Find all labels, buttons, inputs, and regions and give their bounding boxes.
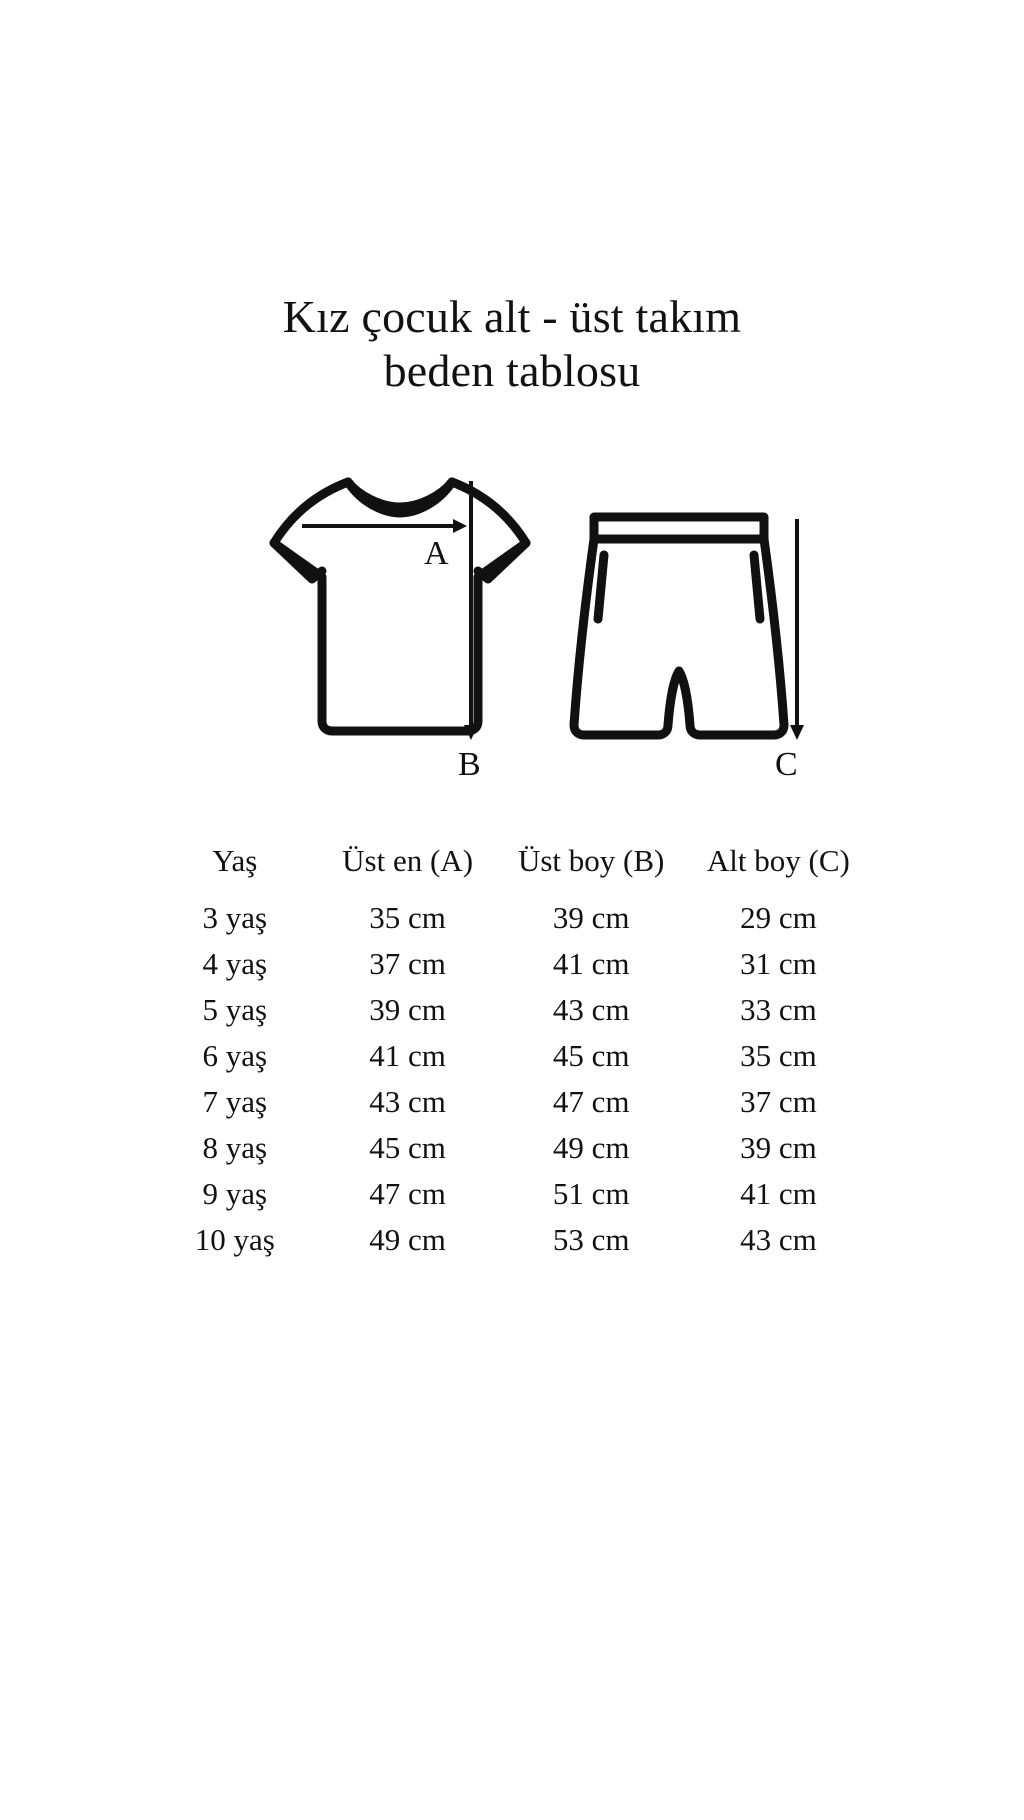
table-row	[152, 1171, 872, 1217]
cell-bottom-length: 39 cm	[740, 1129, 817, 1165]
size-table-wrapper	[152, 837, 872, 1263]
table-row	[152, 987, 872, 1033]
cell-top-width: 41 cm	[369, 1037, 446, 1073]
cell-bottom-length: 35 cm	[740, 1037, 817, 1073]
cell-age: 10 yaş	[194, 1221, 275, 1257]
garment-illustration-svg	[162, 447, 862, 807]
cell-top-width: 35 cm	[369, 899, 446, 935]
cell-top-width: 43 cm	[369, 1083, 446, 1119]
cell-top-width: 39 cm	[369, 991, 446, 1027]
cell-age: 9 yaş	[202, 1175, 268, 1211]
cell-top-width: 45 cm	[369, 1129, 446, 1165]
cell-top-width: 47 cm	[369, 1175, 446, 1211]
cell-age: 6 yaş	[202, 1037, 268, 1073]
cell-age: 3 yaş	[202, 899, 268, 935]
cell-bottom-length: 37 cm	[740, 1083, 817, 1119]
cell-top-length: 43 cm	[552, 991, 630, 1027]
cell-top-length: 49 cm	[552, 1129, 630, 1165]
dimension-arrow-c	[790, 519, 804, 740]
size-table-head	[152, 837, 872, 895]
table-row	[152, 1079, 872, 1125]
cell-bottom-length: 41 cm	[740, 1175, 817, 1211]
page-title-line-1: Kız çocuk alt - üst takım	[282, 291, 742, 342]
dimension-label-b: B	[458, 745, 481, 783]
table-header-row	[152, 837, 872, 895]
cell-age: 4 yaş	[202, 945, 268, 981]
cell-top-length: 47 cm	[552, 1083, 630, 1119]
cell-age: 7 yaş	[202, 1083, 268, 1119]
dimension-arrow-a	[302, 519, 467, 533]
cell-top-width: 49 cm	[369, 1221, 446, 1257]
column-header-top-width: Üst en (A)	[342, 842, 474, 878]
cell-age: 8 yaş	[202, 1129, 268, 1165]
cell-bottom-length: 43 cm	[740, 1221, 817, 1257]
cell-bottom-length: 29 cm	[740, 899, 817, 935]
cell-top-length: 45 cm	[552, 1037, 630, 1073]
table-row	[152, 941, 872, 987]
cell-bottom-length: 33 cm	[740, 991, 817, 1027]
table-row	[152, 1125, 872, 1171]
table-row	[152, 1033, 872, 1079]
size-table-body	[152, 895, 872, 1263]
cell-top-length: 39 cm	[552, 899, 630, 935]
cell-age: 5 yaş	[202, 991, 268, 1027]
column-header-bottom-length: Alt boy (C)	[706, 842, 850, 878]
cell-bottom-length: 31 cm	[740, 945, 817, 981]
page-title	[132, 290, 892, 399]
cell-top-length: 51 cm	[552, 1175, 630, 1211]
table-row	[152, 895, 872, 941]
page-title-line-2: beden tablosu	[383, 345, 641, 397]
size-table	[152, 837, 872, 1263]
column-header-age: Yaş	[212, 842, 258, 878]
column-header-top-length: Üst boy (B)	[517, 842, 665, 878]
garment-illustration	[162, 447, 862, 807]
cell-top-width: 37 cm	[369, 945, 446, 981]
dimension-label-c: C	[775, 745, 798, 783]
cell-top-length: 41 cm	[552, 945, 630, 981]
table-row	[152, 1217, 872, 1263]
dimension-label-a: A	[424, 534, 449, 572]
cell-top-length: 53 cm	[552, 1221, 630, 1257]
